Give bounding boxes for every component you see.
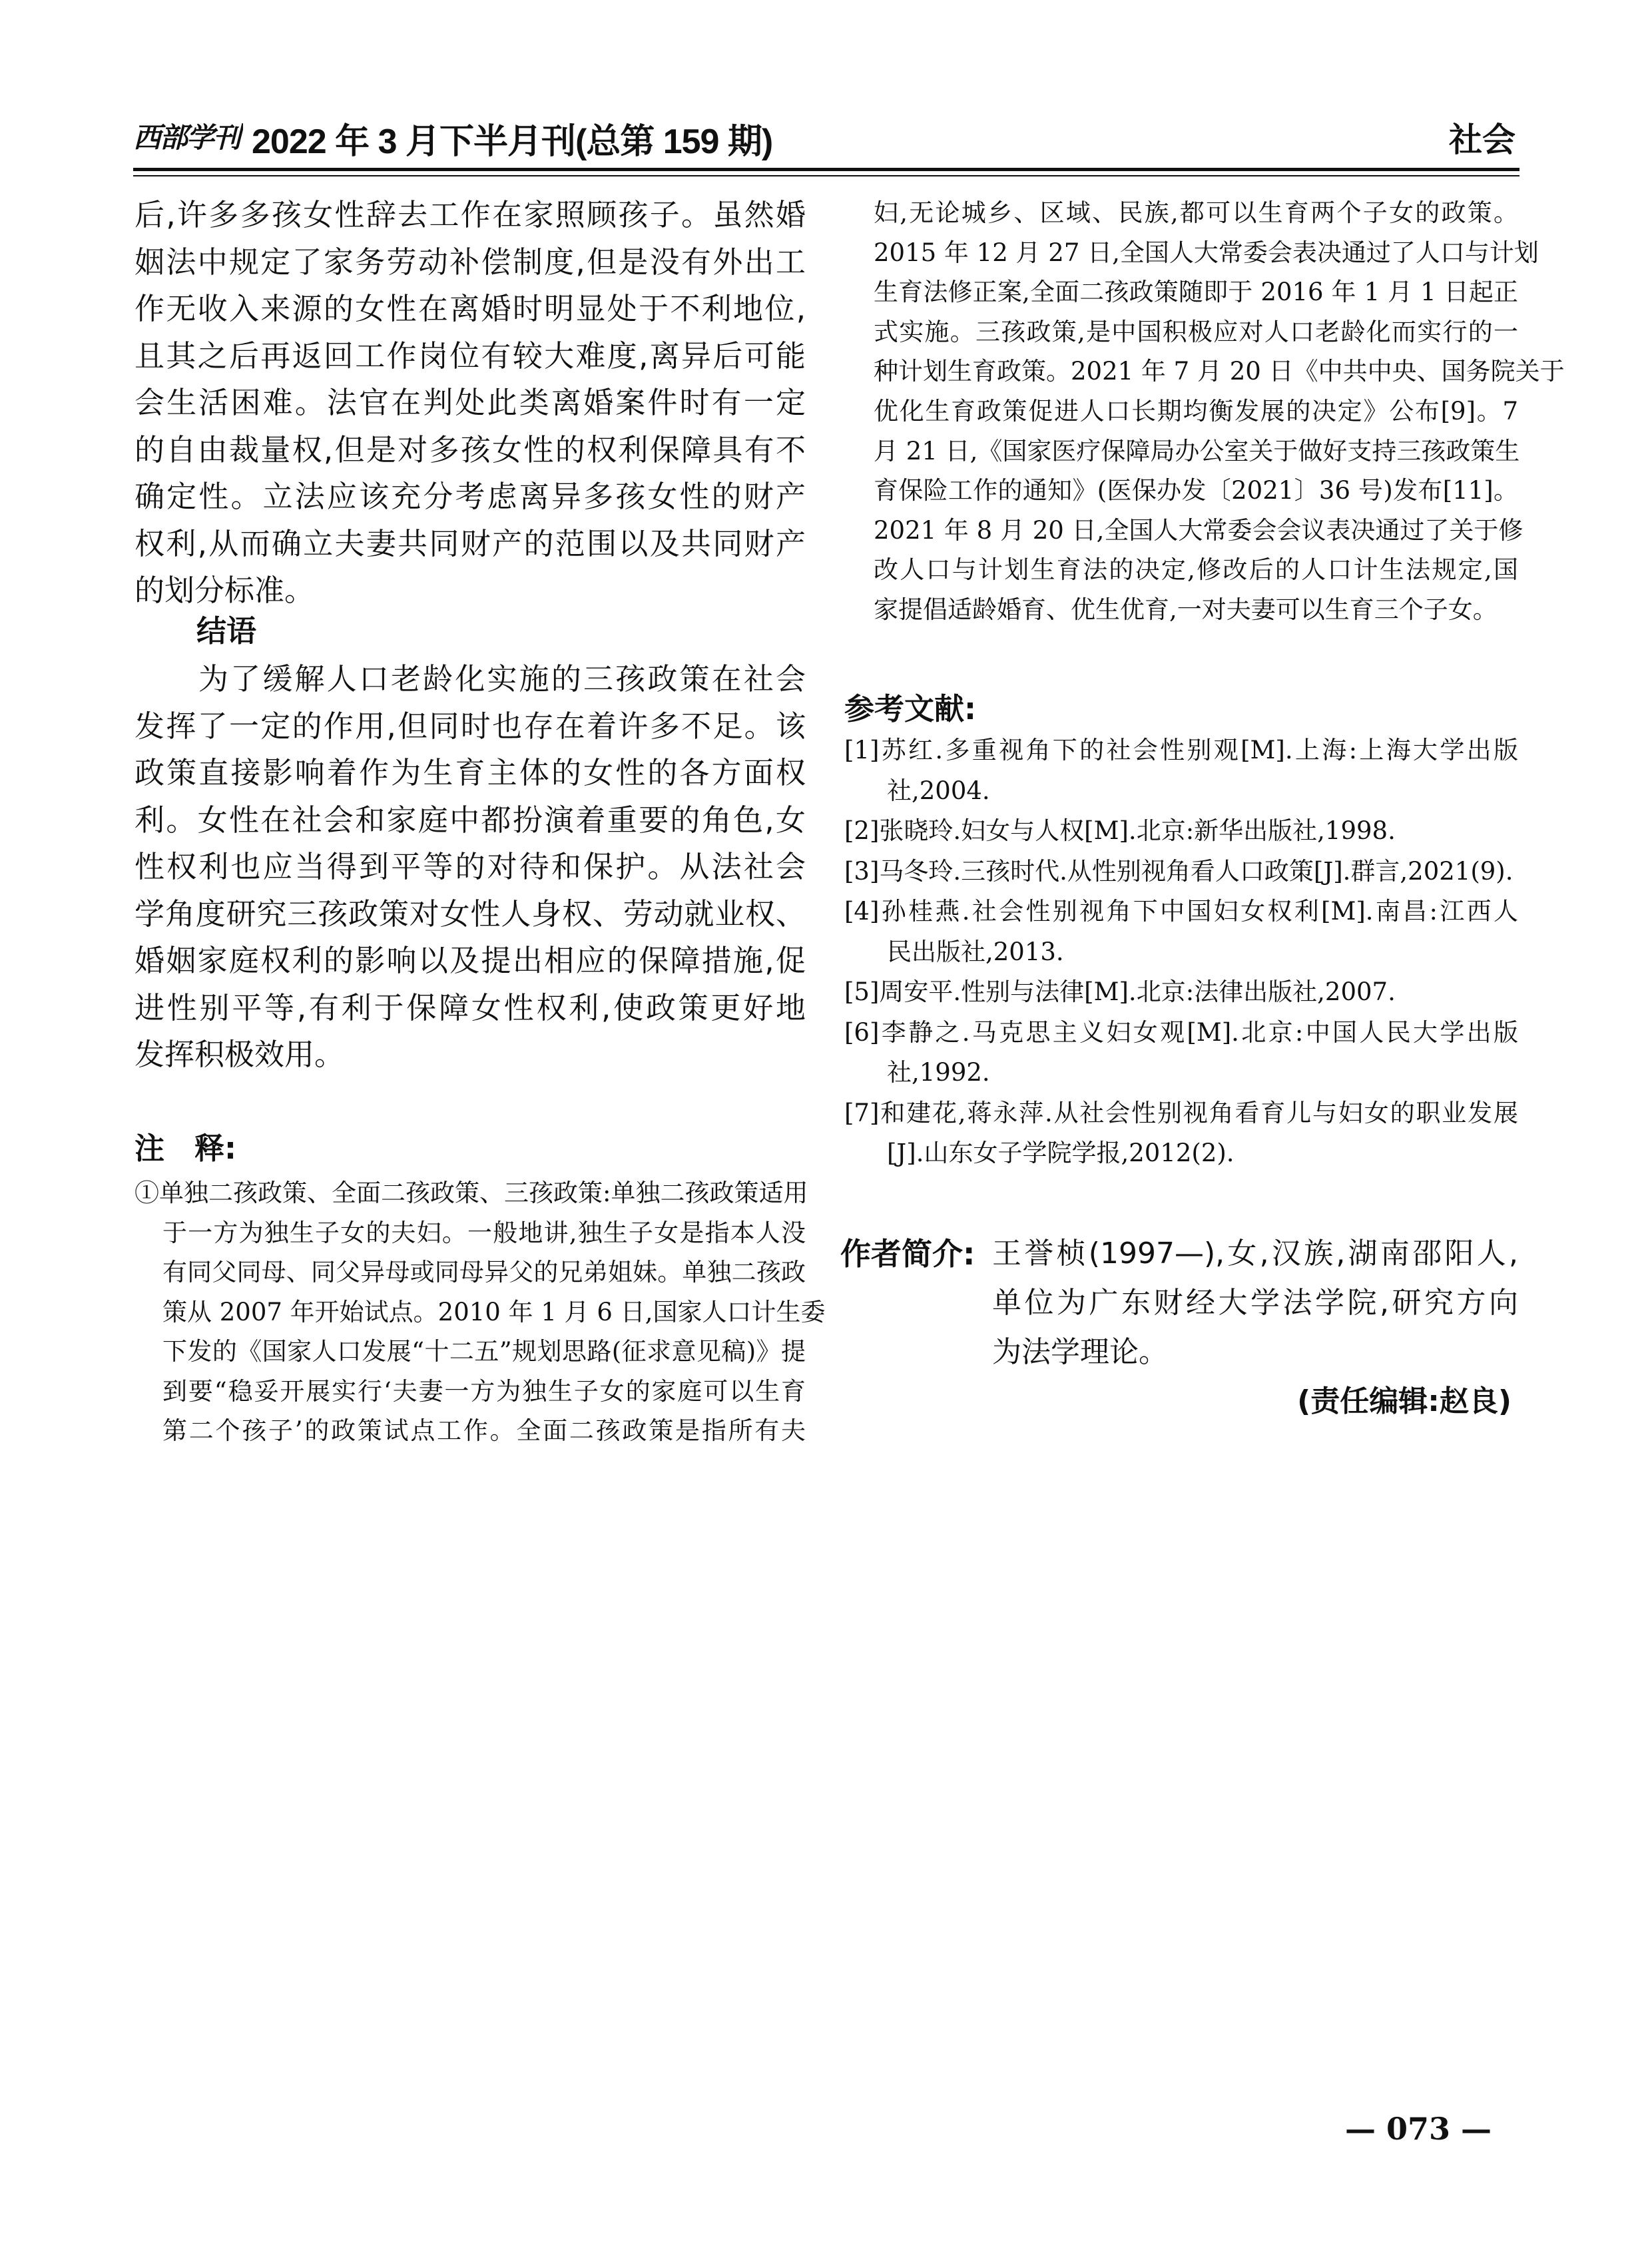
body-text-line: 政策直接影响着作为生育主体的女性的各方面权 — [135, 755, 806, 790]
header-rule-thin — [133, 175, 1519, 176]
note-line: 月 21 日,《国家医疗保障局办公室关于做好支持三孩政策生 — [874, 436, 1520, 465]
body-text-line: 会生活困难。法官在判处此类离婚案件时有一定 — [135, 385, 806, 420]
reference-item: [5]周安平.性别与法律[M].北京:法律出版社,2007. — [844, 978, 1396, 1006]
body-text-line: 婚姻家庭权利的影响以及提出相应的保障措施,促 — [135, 943, 806, 978]
note-line: 生育法修正案,全面二孩政策随即于 2016 年 1 月 1 日起正 — [874, 278, 1518, 307]
note-line: 育保险工作的通知》(医保办发〔2021〕36 号)发布[11]。 — [874, 476, 1518, 505]
reference-item: 社,1992. — [887, 1058, 990, 1087]
body-text-line: 发挥了一定的作用,但同时也存在着许多不足。该 — [135, 708, 806, 744]
body-text-line: 作无收入来源的女性在离婚时明显处于不利地位, — [135, 291, 806, 326]
note-line: 到要“稳妥开展实行‘夫妻一方为独生子女的家庭可以生育 — [162, 1376, 806, 1406]
reference-item: [J].山东女子学院学报,2012(2). — [887, 1139, 1235, 1167]
body-text-line: 确定性。立法应该充分考虑离异多孩女性的财产 — [135, 479, 806, 514]
section-label: 社会 — [1449, 121, 1515, 159]
body-text-line: 权利,从而确立夫妻共同财产的范围以及共同财产 — [135, 525, 806, 561]
issue-info: 2022 年 3 月下半月刊(总第 159 期) — [252, 123, 773, 161]
author-bio-line: 为法学理论。 — [992, 1335, 1168, 1369]
references-heading: 参考文献: — [844, 691, 976, 726]
reference-item: [3]马冬玲.三孩时代.从性别视角看人口政策[J].群言,2021(9). — [844, 856, 1514, 886]
reference-item: 社,2004. — [887, 776, 990, 805]
note-line: 下发的《国家人口发展“十二五”规划思路(征求意见稿)》提 — [162, 1337, 806, 1366]
author-bio-line: 王誉桢(1997—),女,汉族,湖南邵阳人, — [992, 1237, 1518, 1270]
reference-item: 民出版社,2013. — [887, 937, 1064, 966]
body-text-line: 姻法中规定了家务劳动补偿制度,但是没有外出工 — [135, 244, 806, 280]
journal-logo: 西部学刊 — [133, 121, 240, 154]
reference-item: [2]张晓玲.妇女与人权[M].北京:新华出版社,1998. — [844, 816, 1396, 845]
note-line: 策从 2007 年开始试点。2010 年 1 月 6 日,国家人口计生委 — [162, 1297, 826, 1326]
note-line: 于一方为独生子女的夫妇。一般地讲,独生子女是指本人没 — [162, 1218, 806, 1247]
reference-item: [1]苏红.多重视角下的社会性别观[M].上海:上海大学出版 — [844, 736, 1518, 764]
note-line: 2021 年 8 月 20 日,全国人大常委会会议表决通过了关于修 — [874, 515, 1523, 545]
body-text-line: 的自由裁量权,但是对多孩女性的权利保障具有不 — [135, 431, 806, 467]
notes-heading: 注 释: — [135, 1131, 236, 1166]
body-text-line: 为了缓解人口老龄化实施的三孩政策在社会 — [198, 661, 806, 697]
page-number: — 073 — — [1345, 2111, 1492, 2147]
note-line: 有同父同母、同父异母或同母异父的兄弟姐妹。单独二孩政 — [162, 1258, 806, 1286]
editor-credit: (责任编辑:赵良) — [1297, 1384, 1512, 1418]
reference-item: [4]孙桂燕.社会性别视角下中国妇女权利[M].南昌:江西人 — [844, 897, 1518, 926]
author-bio-label: 作者简介: — [840, 1236, 975, 1272]
section-heading-conclusion: 结语 — [196, 613, 257, 649]
header-rule-thick — [133, 168, 1519, 171]
body-text-line: 发挥积极效用。 — [135, 1037, 345, 1072]
body-text-line: 利。女性在社会和家庭中都扮演着重要的角色,女 — [135, 802, 806, 838]
body-text-line: 进性别平等,有利于保障女性权利,使政策更好地 — [135, 989, 806, 1025]
note-line: 种计划生育政策。2021 年 7 月 20 日《中共中央、国务院关于 — [874, 357, 1565, 386]
body-text-line: 学角度研究三孩政策对女性人身权、劳动就业权、 — [135, 896, 806, 932]
reference-item: [6]李静之.马克思主义妇女观[M].北京:中国人民大学出版 — [844, 1017, 1518, 1047]
note-line: 家提倡适龄婚育、优生优育,一对夫妻可以生育三个子女。 — [874, 595, 1498, 624]
note-line: 优化生育政策促进人口长期均衡发展的决定》公布[9]。7 — [874, 397, 1518, 425]
note-line: 第二个孩子’的政策试点工作。全面二孩政策是指所有夫 — [162, 1416, 806, 1445]
note-line: 改人口与计划生育法的决定,修改后的人口计生法规定,国 — [874, 555, 1518, 585]
author-bio-line: 单位为广东财经大学法学院,研究方向 — [992, 1286, 1518, 1320]
body-text-line: 性权利也应当得到平等的对待和保护。从法社会 — [135, 849, 806, 884]
note-line: 式实施。三孩政策,是中国积极应对人口老龄化而实行的一 — [874, 317, 1518, 346]
body-text-line: 且其之后再返回工作岗位有较大难度,离异后可能 — [135, 338, 806, 374]
body-text-line: 的划分标准。 — [135, 573, 315, 608]
body-text-line: 后,许多多孩女性辞去工作在家照顾孩子。虽然婚 — [135, 197, 806, 232]
note-line: 妇,无论城乡、区域、民族,都可以生育两个子女的政策。 — [874, 198, 1518, 227]
reference-item: [7]和建花,蒋永萍.从社会性别视角看育儿与妇女的职业发展 — [844, 1098, 1518, 1127]
note-line: ①单独二孩政策、全面二孩政策、三孩政策:单独二孩政策适用 — [135, 1179, 808, 1207]
note-line: 2015 年 12 月 27 日,全国人大常委会表决通过了人口与计划 — [874, 238, 1539, 267]
